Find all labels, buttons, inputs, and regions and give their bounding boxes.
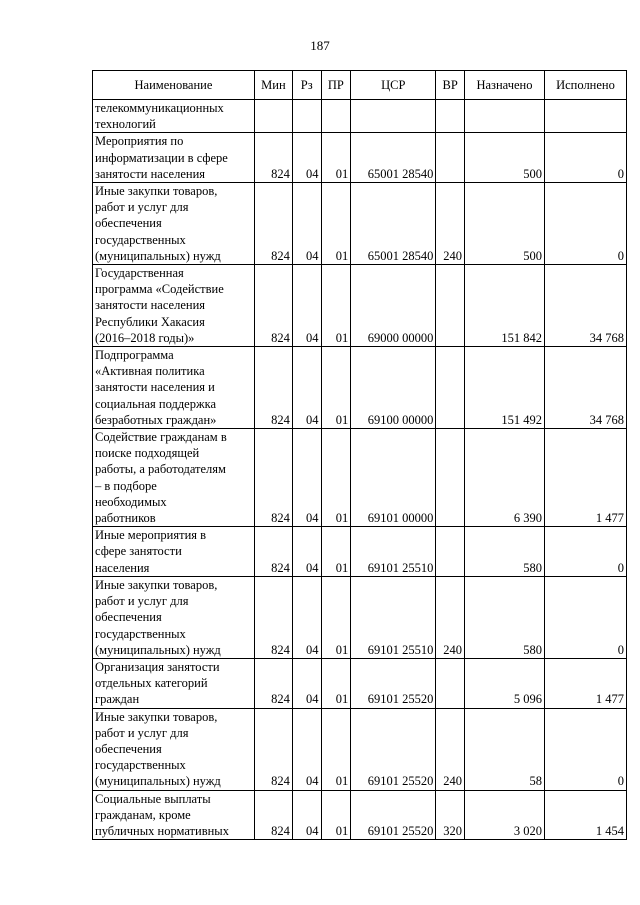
- cell-executed: [544, 429, 626, 527]
- header-rz: Рз: [292, 71, 321, 100]
- table-row: [93, 100, 627, 133]
- cell-name: [93, 708, 255, 790]
- cell-assigned: [465, 790, 545, 840]
- cell-csr: [351, 183, 436, 265]
- cell-min: [254, 527, 292, 577]
- table-row: [93, 429, 627, 527]
- cell-assigned: [465, 576, 545, 658]
- cell-csr: [351, 133, 436, 183]
- cell-min-text: 824: [271, 412, 290, 427]
- cell-assigned: [465, 347, 545, 429]
- cell-name-text: Мероприятия по информатизации в сфере занятости населения: [95, 134, 228, 181]
- cell-pr: [321, 790, 351, 840]
- cell-rz: [292, 527, 321, 577]
- cell-name-text: телекоммуникационных технологий: [95, 101, 224, 132]
- cell-pr-text: 01: [335, 248, 349, 263]
- cell-min-text: 824: [271, 823, 290, 838]
- cell-pr-text: 01: [335, 166, 349, 181]
- cell-name-text: Иные закупки товаров, работ и услуг для обеспечения государственных (муниципальных) нужд: [95, 577, 221, 657]
- cell-vr-text: 240: [443, 248, 463, 263]
- cell-rz-text: 04: [306, 511, 319, 526]
- cell-min: [254, 347, 292, 429]
- cell-executed-text: 1 454: [595, 823, 624, 838]
- table-row: [93, 790, 627, 840]
- header-vr: ВР: [436, 71, 465, 100]
- cell-pr: [321, 100, 351, 133]
- table-body: [93, 100, 627, 840]
- table-row: [93, 527, 627, 577]
- cell-csr: [351, 265, 436, 347]
- cell-pr: [321, 133, 351, 183]
- cell-csr: [351, 658, 436, 708]
- cell-executed: [544, 708, 626, 790]
- cell-name: [93, 790, 255, 840]
- cell-min-text: 824: [271, 774, 290, 789]
- cell-executed-text: 0: [617, 166, 624, 181]
- cell-rz-text: 04: [306, 692, 319, 707]
- cell-executed: [544, 265, 626, 347]
- cell-min: [254, 658, 292, 708]
- cell-vr: [436, 527, 465, 577]
- cell-assigned-text: 58: [529, 774, 542, 789]
- cell-rz: [292, 133, 321, 183]
- cell-csr-text: 69101 25510: [367, 560, 434, 575]
- cell-min: [254, 265, 292, 347]
- cell-rz-text: 04: [306, 412, 319, 427]
- cell-pr: [321, 183, 351, 265]
- cell-csr-text: 69101 25520: [367, 774, 434, 789]
- header-executed: Исполнено: [544, 71, 626, 100]
- cell-vr: [436, 790, 465, 840]
- cell-name: [93, 100, 255, 133]
- cell-pr-text: 01: [335, 412, 349, 427]
- cell-executed: [544, 790, 626, 840]
- cell-pr-text: 01: [335, 823, 349, 838]
- cell-rz: [292, 347, 321, 429]
- cell-pr: [321, 429, 351, 527]
- cell-csr-text: 69101 00000: [367, 511, 434, 526]
- cell-vr: [436, 429, 465, 527]
- cell-min: [254, 790, 292, 840]
- cell-rz-text: 04: [306, 560, 319, 575]
- cell-pr: [321, 265, 351, 347]
- cell-executed: [544, 576, 626, 658]
- cell-min-text: 824: [271, 560, 290, 575]
- cell-rz: [292, 183, 321, 265]
- table-row: [93, 708, 627, 790]
- cell-name-text: Иные закупки товаров, работ и услуг для обеспечения государственных (муниципальных) нужд: [95, 184, 221, 263]
- cell-executed-text: 0: [617, 774, 624, 789]
- cell-pr: [321, 347, 351, 429]
- cell-name: [93, 265, 255, 347]
- cell-min: [254, 133, 292, 183]
- cell-assigned-text: 5 096: [513, 692, 542, 707]
- cell-name: [93, 527, 255, 577]
- cell-assigned: [465, 658, 545, 708]
- cell-rz-text: 04: [306, 248, 319, 263]
- cell-min-text: 824: [271, 642, 290, 657]
- cell-vr: [436, 183, 465, 265]
- cell-rz: [292, 429, 321, 527]
- cell-vr: [436, 658, 465, 708]
- header-csr: ЦСР: [351, 71, 436, 100]
- cell-executed: [544, 100, 626, 133]
- cell-min-text: 824: [271, 692, 290, 707]
- cell-csr-text: 69101 25520: [367, 823, 434, 838]
- cell-executed-text: 1 477: [595, 692, 624, 707]
- cell-pr: [321, 527, 351, 577]
- cell-csr-text: 65001 28540: [367, 166, 434, 181]
- cell-assigned-text: 500: [523, 248, 542, 263]
- cell-pr: [321, 658, 351, 708]
- cell-rz: [292, 265, 321, 347]
- cell-assigned: [465, 527, 545, 577]
- page-number: 187: [310, 38, 330, 53]
- cell-csr-text: 69000 00000: [367, 330, 434, 345]
- cell-pr-text: 01: [335, 330, 349, 345]
- cell-assigned-text: 6 390: [513, 511, 542, 526]
- cell-vr: [436, 100, 465, 133]
- cell-assigned-text: 3 020: [513, 823, 542, 838]
- cell-rz: [292, 658, 321, 708]
- cell-csr-text: 69101 25520: [367, 692, 434, 707]
- cell-rz-text: 04: [306, 642, 319, 657]
- cell-name: [93, 658, 255, 708]
- header-assigned: Назначено: [465, 71, 545, 100]
- cell-assigned-text: 500: [523, 166, 542, 181]
- cell-vr-text: 320: [443, 823, 463, 838]
- cell-pr: [321, 576, 351, 658]
- cell-assigned: [465, 183, 545, 265]
- cell-executed-text: 34 768: [589, 412, 624, 427]
- budget-table: [92, 70, 627, 840]
- cell-assigned: [465, 100, 545, 133]
- cell-name-text: Подпрограмма «Активная политика занятости населения и социальная поддержка безработных граждан»: [95, 348, 217, 427]
- header-min: Мин: [254, 71, 292, 100]
- cell-pr-text: 01: [335, 692, 349, 707]
- cell-assigned: [465, 708, 545, 790]
- cell-min: [254, 183, 292, 265]
- cell-pr-text: 01: [335, 560, 349, 575]
- cell-min-text: 824: [271, 330, 290, 345]
- cell-pr: [321, 708, 351, 790]
- table-row: [93, 658, 627, 708]
- table-row: [93, 576, 627, 658]
- cell-name-text: Организация занятости отдельных категорий граждан: [95, 659, 220, 707]
- cell-name: [93, 429, 255, 527]
- cell-assigned: [465, 133, 545, 183]
- cell-csr: [351, 347, 436, 429]
- table-header-row: [93, 71, 627, 100]
- cell-name: [93, 347, 255, 429]
- cell-assigned-text: 151 492: [501, 412, 542, 427]
- cell-rz: [292, 100, 321, 133]
- cell-min: [254, 576, 292, 658]
- cell-name-text: Социальные выплаты гражданам, кроме публичных нормативных: [95, 791, 229, 838]
- cell-assigned: [465, 429, 545, 527]
- cell-vr: [436, 576, 465, 658]
- cell-csr: [351, 576, 436, 658]
- cell-assigned: [465, 265, 545, 347]
- cell-vr: [436, 265, 465, 347]
- cell-min-text: 824: [271, 248, 290, 263]
- cell-executed: [544, 658, 626, 708]
- cell-pr-text: 01: [335, 774, 349, 789]
- cell-rz-text: 04: [306, 774, 319, 789]
- cell-vr-text: 240: [443, 774, 463, 789]
- cell-executed-text: 34 768: [589, 330, 624, 345]
- cell-rz-text: 04: [306, 823, 319, 838]
- table-row: [93, 347, 627, 429]
- header-pr: ПР: [321, 71, 351, 100]
- cell-executed-text: 0: [617, 560, 624, 575]
- cell-rz: [292, 576, 321, 658]
- cell-csr-text: 65001 28540: [367, 248, 434, 263]
- cell-vr-text: 240: [443, 642, 463, 657]
- cell-assigned-text: 580: [523, 560, 542, 575]
- cell-executed: [544, 183, 626, 265]
- cell-executed: [544, 133, 626, 183]
- table-row: [93, 265, 627, 347]
- cell-assigned-text: 151 842: [501, 330, 542, 345]
- cell-name: [93, 183, 255, 265]
- cell-executed-text: 0: [617, 642, 624, 657]
- cell-executed-text: 0: [617, 248, 624, 263]
- table-row: [93, 133, 627, 183]
- cell-vr: [436, 347, 465, 429]
- cell-min: [254, 429, 292, 527]
- table-row: [93, 183, 627, 265]
- cell-min-text: 824: [271, 511, 290, 526]
- cell-rz: [292, 708, 321, 790]
- cell-csr: [351, 527, 436, 577]
- cell-rz: [292, 790, 321, 840]
- cell-csr: [351, 790, 436, 840]
- cell-csr-text: 69100 00000: [367, 412, 434, 427]
- cell-pr-text: 01: [335, 511, 349, 526]
- cell-assigned-text: 580: [523, 642, 542, 657]
- cell-rz-text: 04: [306, 166, 319, 181]
- cell-rz-text: 04: [306, 330, 319, 345]
- cell-min-text: 824: [271, 166, 290, 181]
- cell-pr-text: 01: [335, 642, 349, 657]
- cell-executed: [544, 347, 626, 429]
- cell-name-text: Государственная программа «Содействие занятости населения Республики Хакасия (2016–2018 годы)»: [95, 266, 224, 345]
- cell-csr-text: 69101 25510: [367, 642, 434, 657]
- cell-name: [93, 133, 255, 183]
- cell-name: [93, 576, 255, 658]
- header-name: Наименование: [93, 71, 255, 100]
- cell-vr: [436, 133, 465, 183]
- cell-name-text: Содействие гражданам в поиске подходящей работы, а работодателям – в подборе необходимых работников: [95, 430, 227, 526]
- cell-executed: [544, 527, 626, 577]
- cell-vr: [436, 708, 465, 790]
- cell-csr: [351, 100, 436, 133]
- cell-min: [254, 100, 292, 133]
- cell-csr: [351, 708, 436, 790]
- cell-executed-text: 1 477: [595, 511, 624, 526]
- cell-name-text: Иные закупки товаров, работ и услуг для обеспечения государственных (муниципальных) нужд: [95, 709, 221, 789]
- cell-csr: [351, 429, 436, 527]
- cell-min: [254, 708, 292, 790]
- cell-name-text: Иные мероприятия в сфере занятости населения: [95, 528, 207, 575]
